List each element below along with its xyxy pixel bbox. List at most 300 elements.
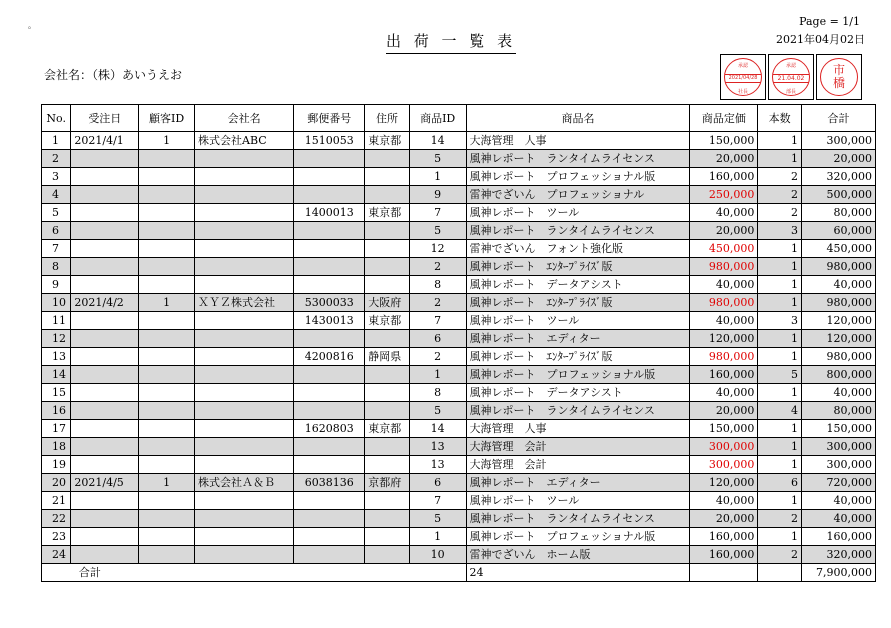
product-id: 2 bbox=[409, 258, 466, 276]
company-name-cell bbox=[195, 186, 294, 204]
company-name-cell bbox=[195, 258, 294, 276]
row-no: 10 bbox=[42, 294, 71, 312]
order-date: 2021/4/1 bbox=[71, 132, 139, 150]
row-no: 20 bbox=[42, 474, 71, 492]
address bbox=[365, 546, 410, 564]
table-row bbox=[42, 276, 876, 294]
product-name: 風神レポート プロフェッショナル版 bbox=[466, 528, 690, 546]
unit-price: 980,000 bbox=[690, 294, 758, 312]
line-total: 800,000 bbox=[801, 366, 875, 384]
address bbox=[365, 456, 410, 474]
row-no: 4 bbox=[42, 186, 71, 204]
product-id: 7 bbox=[409, 312, 466, 330]
footer-empty bbox=[690, 564, 758, 582]
customer-id bbox=[139, 546, 195, 564]
quantity: 1 bbox=[758, 276, 802, 294]
company-name-cell bbox=[195, 528, 294, 546]
quantity: 5 bbox=[758, 366, 802, 384]
line-total: 980,000 bbox=[801, 258, 875, 276]
postal-code bbox=[294, 510, 365, 528]
table-row bbox=[42, 438, 876, 456]
order-date bbox=[71, 240, 139, 258]
order-date bbox=[71, 168, 139, 186]
unit-price: 160,000 bbox=[690, 528, 758, 546]
report-date: 2021年04月02日 bbox=[776, 33, 865, 46]
line-total: 150,000 bbox=[801, 420, 875, 438]
postal-code bbox=[294, 456, 365, 474]
postal-code bbox=[294, 168, 365, 186]
quantity: 1 bbox=[758, 240, 802, 258]
line-total: 120,000 bbox=[801, 330, 875, 348]
table-row bbox=[42, 456, 876, 474]
company-name-cell: 株式会社ABC bbox=[195, 132, 294, 150]
line-total: 320,000 bbox=[801, 168, 875, 186]
company-name-cell bbox=[195, 204, 294, 222]
postal-code bbox=[294, 528, 365, 546]
postal-code: 5300033 bbox=[294, 294, 365, 312]
quantity: 2 bbox=[758, 510, 802, 528]
table-row bbox=[42, 240, 876, 258]
line-total: 160,000 bbox=[801, 528, 875, 546]
footer-empty bbox=[758, 564, 802, 582]
col-header: 郵便番号 bbox=[294, 105, 365, 132]
address bbox=[365, 384, 410, 402]
line-total: 40,000 bbox=[801, 276, 875, 294]
order-date bbox=[71, 438, 139, 456]
unit-price: 150,000 bbox=[690, 420, 758, 438]
company-name-cell: 株式会社Ａ＆Ｂ bbox=[195, 474, 294, 492]
postal-code bbox=[294, 330, 365, 348]
page-number: Page = 1/1 bbox=[799, 15, 860, 28]
product-name: 大海管理 会計 bbox=[466, 456, 690, 474]
product-name: 風神レポート エディター bbox=[466, 474, 690, 492]
order-date bbox=[71, 528, 139, 546]
postal-code bbox=[294, 402, 365, 420]
postal-code bbox=[294, 276, 365, 294]
col-header: 商品定価 bbox=[690, 105, 758, 132]
product-id: 14 bbox=[409, 132, 466, 150]
order-date bbox=[71, 456, 139, 474]
order-date bbox=[71, 222, 139, 240]
product-name: 風神レポート ツール bbox=[466, 312, 690, 330]
postal-code bbox=[294, 150, 365, 168]
customer-id bbox=[139, 528, 195, 546]
product-name: 風神レポート ツール bbox=[466, 204, 690, 222]
postal-code bbox=[294, 258, 365, 276]
postal-code: 1400013 bbox=[294, 204, 365, 222]
postal-code bbox=[294, 186, 365, 204]
table-row bbox=[42, 186, 876, 204]
table-row bbox=[42, 474, 876, 492]
product-name: 大海管理 人事 bbox=[466, 132, 690, 150]
order-date bbox=[71, 402, 139, 420]
unit-price: 40,000 bbox=[690, 204, 758, 222]
table-row bbox=[42, 528, 876, 546]
company-name-cell bbox=[195, 438, 294, 456]
postal-code bbox=[294, 438, 365, 456]
postal-code: 4200816 bbox=[294, 348, 365, 366]
quantity: 3 bbox=[758, 312, 802, 330]
postal-code bbox=[294, 240, 365, 258]
address bbox=[365, 510, 410, 528]
order-date bbox=[71, 150, 139, 168]
product-id: 5 bbox=[409, 510, 466, 528]
line-total: 500,000 bbox=[801, 186, 875, 204]
address bbox=[365, 150, 410, 168]
postal-code bbox=[294, 546, 365, 564]
col-header: 顧客ID bbox=[139, 105, 195, 132]
row-no: 8 bbox=[42, 258, 71, 276]
customer-id bbox=[139, 258, 195, 276]
company-name-cell bbox=[195, 312, 294, 330]
postal-code bbox=[294, 492, 365, 510]
customer-id bbox=[139, 186, 195, 204]
line-total: 980,000 bbox=[801, 294, 875, 312]
table-row bbox=[42, 222, 876, 240]
quantity: 2 bbox=[758, 204, 802, 222]
product-id: 6 bbox=[409, 474, 466, 492]
table-header-row bbox=[42, 105, 876, 132]
unit-price: 40,000 bbox=[690, 384, 758, 402]
table-row bbox=[42, 330, 876, 348]
line-total: 120,000 bbox=[801, 312, 875, 330]
product-name: 風神レポート ランタイムライセンス bbox=[466, 402, 690, 420]
company-name-cell bbox=[195, 456, 294, 474]
line-total: 80,000 bbox=[801, 204, 875, 222]
unit-price: 40,000 bbox=[690, 492, 758, 510]
table-row bbox=[42, 366, 876, 384]
company-name-cell bbox=[195, 168, 294, 186]
address bbox=[365, 168, 410, 186]
address bbox=[365, 330, 410, 348]
company-name-cell bbox=[195, 150, 294, 168]
order-date bbox=[71, 186, 139, 204]
product-id: 13 bbox=[409, 456, 466, 474]
company-name-cell bbox=[195, 420, 294, 438]
order-date bbox=[71, 546, 139, 564]
line-total: 720,000 bbox=[801, 474, 875, 492]
col-header: No. bbox=[42, 105, 71, 132]
order-date bbox=[71, 366, 139, 384]
product-name: 風神レポート ランタイムライセンス bbox=[466, 150, 690, 168]
company-name-cell bbox=[195, 276, 294, 294]
address: 大阪府 bbox=[365, 294, 410, 312]
address: 静岡県 bbox=[365, 348, 410, 366]
customer-id bbox=[139, 402, 195, 420]
table-row bbox=[42, 546, 876, 564]
stamp-box-president bbox=[720, 54, 766, 100]
row-no: 11 bbox=[42, 312, 71, 330]
postal-code: 1620803 bbox=[294, 420, 365, 438]
name-seal-icon bbox=[820, 58, 858, 96]
row-no: 2 bbox=[42, 150, 71, 168]
product-id: 13 bbox=[409, 438, 466, 456]
address: 東京都 bbox=[365, 420, 410, 438]
col-header: 住所 bbox=[365, 105, 410, 132]
line-total: 300,000 bbox=[801, 456, 875, 474]
company-name-cell bbox=[195, 492, 294, 510]
row-no: 19 bbox=[42, 456, 71, 474]
unit-price: 450,000 bbox=[690, 240, 758, 258]
product-id: 5 bbox=[409, 150, 466, 168]
customer-id bbox=[139, 150, 195, 168]
table-row bbox=[42, 132, 876, 150]
product-name: 風神レポート ｴﾝﾀｰﾌﾟﾗｲｽﾞ版 bbox=[466, 258, 690, 276]
product-name: 雷神でざいん ホーム版 bbox=[466, 546, 690, 564]
seal-bottom-text: 部長 bbox=[785, 89, 796, 95]
col-header: 合計 bbox=[801, 105, 875, 132]
product-name: 風神レポート エディター bbox=[466, 330, 690, 348]
product-name: 雷神でざいん フォント強化版 bbox=[466, 240, 690, 258]
customer-id bbox=[139, 456, 195, 474]
postal-code: 1510053 bbox=[294, 132, 365, 150]
quantity: 1 bbox=[758, 132, 802, 150]
company-name-cell bbox=[195, 330, 294, 348]
line-total: 980,000 bbox=[801, 348, 875, 366]
postal-code bbox=[294, 222, 365, 240]
quantity: 1 bbox=[758, 492, 802, 510]
seal-date-text: 21.04.02 bbox=[773, 74, 809, 83]
customer-id bbox=[139, 240, 195, 258]
customer-id: 1 bbox=[139, 294, 195, 312]
col-header: 本数 bbox=[758, 105, 802, 132]
footer-label: 合計 bbox=[71, 564, 466, 582]
company-name-cell bbox=[195, 240, 294, 258]
row-no: 1 bbox=[42, 132, 71, 150]
order-date: 2021/4/5 bbox=[71, 474, 139, 492]
line-total: 60,000 bbox=[801, 222, 875, 240]
company-name-cell bbox=[195, 366, 294, 384]
quantity: 4 bbox=[758, 402, 802, 420]
order-date bbox=[71, 492, 139, 510]
table-row bbox=[42, 168, 876, 186]
line-total: 300,000 bbox=[801, 438, 875, 456]
customer-id bbox=[139, 420, 195, 438]
product-id: 8 bbox=[409, 276, 466, 294]
unit-price: 160,000 bbox=[690, 168, 758, 186]
product-id: 9 bbox=[409, 186, 466, 204]
footer-count: 24 bbox=[466, 564, 690, 582]
postal-code bbox=[294, 366, 365, 384]
postal-code: 6038136 bbox=[294, 474, 365, 492]
seal-top-text: 承認 bbox=[737, 63, 748, 69]
product-name: 風神レポート データアシスト bbox=[466, 276, 690, 294]
quantity: 1 bbox=[758, 528, 802, 546]
table-row bbox=[42, 204, 876, 222]
stamp-box-staff bbox=[816, 54, 862, 100]
row-no: 6 bbox=[42, 222, 71, 240]
address bbox=[365, 366, 410, 384]
quantity: 1 bbox=[758, 438, 802, 456]
line-total: 40,000 bbox=[801, 492, 875, 510]
unit-price: 160,000 bbox=[690, 366, 758, 384]
company-name: 会社名：（株）あいうえお bbox=[44, 68, 183, 82]
unit-price: 20,000 bbox=[690, 222, 758, 240]
order-date bbox=[71, 384, 139, 402]
product-name: 大海管理 会計 bbox=[466, 438, 690, 456]
address bbox=[365, 258, 410, 276]
footer-grand-total: 7,900,000 bbox=[801, 564, 875, 582]
order-date bbox=[71, 348, 139, 366]
customer-id: 1 bbox=[139, 132, 195, 150]
row-no: 24 bbox=[42, 546, 71, 564]
stamp-box-manager bbox=[768, 54, 814, 100]
product-name: 風神レポート ｴﾝﾀｰﾌﾟﾗｲｽﾞ版 bbox=[466, 348, 690, 366]
company-name-cell bbox=[195, 222, 294, 240]
product-name: 大海管理 人事 bbox=[466, 420, 690, 438]
quantity: 1 bbox=[758, 330, 802, 348]
customer-id bbox=[139, 276, 195, 294]
company-name-cell: ＸＹＺ株式会社 bbox=[195, 294, 294, 312]
product-id: 1 bbox=[409, 528, 466, 546]
corner-mark: 。 bbox=[28, 21, 36, 30]
unit-price: 20,000 bbox=[690, 402, 758, 420]
line-total: 300,000 bbox=[801, 132, 875, 150]
product-id: 12 bbox=[409, 240, 466, 258]
quantity: 2 bbox=[758, 546, 802, 564]
address: 東京都 bbox=[365, 132, 410, 150]
unit-price: 20,000 bbox=[690, 150, 758, 168]
seal-date-text: 2021/04/28 bbox=[725, 74, 761, 83]
customer-id: 1 bbox=[139, 474, 195, 492]
row-no: 21 bbox=[42, 492, 71, 510]
customer-id bbox=[139, 222, 195, 240]
line-total: 40,000 bbox=[801, 384, 875, 402]
quantity: 1 bbox=[758, 150, 802, 168]
product-id: 14 bbox=[409, 420, 466, 438]
company-name-cell bbox=[195, 546, 294, 564]
address: 東京都 bbox=[365, 204, 410, 222]
product-name: 風神レポート ランタイムライセンス bbox=[466, 510, 690, 528]
address bbox=[365, 492, 410, 510]
seal-name-text: 市橋 bbox=[832, 63, 845, 90]
order-date bbox=[71, 330, 139, 348]
customer-id bbox=[139, 168, 195, 186]
row-no: 13 bbox=[42, 348, 71, 366]
row-no: 7 bbox=[42, 240, 71, 258]
address: 東京都 bbox=[365, 312, 410, 330]
unit-price: 300,000 bbox=[690, 438, 758, 456]
table-row bbox=[42, 402, 876, 420]
quantity: 3 bbox=[758, 222, 802, 240]
line-total: 320,000 bbox=[801, 546, 875, 564]
quantity: 1 bbox=[758, 258, 802, 276]
quantity: 6 bbox=[758, 474, 802, 492]
address bbox=[365, 438, 410, 456]
table-row bbox=[42, 312, 876, 330]
row-no: 17 bbox=[42, 420, 71, 438]
order-date bbox=[71, 258, 139, 276]
address bbox=[365, 186, 410, 204]
order-date bbox=[71, 510, 139, 528]
row-no: 5 bbox=[42, 204, 71, 222]
quantity: 1 bbox=[758, 384, 802, 402]
table-row bbox=[42, 384, 876, 402]
product-id: 6 bbox=[409, 330, 466, 348]
unit-price: 250,000 bbox=[690, 186, 758, 204]
row-no: 22 bbox=[42, 510, 71, 528]
approval-seal-icon bbox=[772, 58, 810, 96]
table-row bbox=[42, 510, 876, 528]
row-no: 23 bbox=[42, 528, 71, 546]
customer-id bbox=[139, 438, 195, 456]
product-name: 雷神でざいん プロフェッショナル bbox=[466, 186, 690, 204]
row-no: 16 bbox=[42, 402, 71, 420]
col-header: 会社名 bbox=[195, 105, 294, 132]
company-name-cell bbox=[195, 510, 294, 528]
product-id: 1 bbox=[409, 366, 466, 384]
product-name: 風神レポート プロフェッショナル版 bbox=[466, 168, 690, 186]
footer-empty bbox=[42, 564, 71, 582]
quantity: 2 bbox=[758, 168, 802, 186]
row-no: 15 bbox=[42, 384, 71, 402]
report-title: 出 荷 一 覧 表 bbox=[386, 30, 516, 54]
quantity: 1 bbox=[758, 456, 802, 474]
table-row bbox=[42, 492, 876, 510]
quantity: 1 bbox=[758, 420, 802, 438]
customer-id bbox=[139, 204, 195, 222]
col-header: 商品ID bbox=[409, 105, 466, 132]
row-no: 12 bbox=[42, 330, 71, 348]
unit-price: 40,000 bbox=[690, 276, 758, 294]
address bbox=[365, 276, 410, 294]
product-id: 5 bbox=[409, 222, 466, 240]
product-name: 風神レポート ランタイムライセンス bbox=[466, 222, 690, 240]
product-name: 風神レポート プロフェッショナル版 bbox=[466, 366, 690, 384]
unit-price: 20,000 bbox=[690, 510, 758, 528]
product-name: 風神レポート ｴﾝﾀｰﾌﾟﾗｲｽﾞ版 bbox=[466, 294, 690, 312]
table-row bbox=[42, 258, 876, 276]
customer-id bbox=[139, 330, 195, 348]
table-row bbox=[42, 348, 876, 366]
postal-code bbox=[294, 384, 365, 402]
product-id: 2 bbox=[409, 348, 466, 366]
line-total: 40,000 bbox=[801, 510, 875, 528]
order-date bbox=[71, 204, 139, 222]
company-name-cell bbox=[195, 384, 294, 402]
order-date: 2021/4/2 bbox=[71, 294, 139, 312]
order-date bbox=[71, 312, 139, 330]
customer-id bbox=[139, 366, 195, 384]
unit-price: 980,000 bbox=[690, 348, 758, 366]
address bbox=[365, 240, 410, 258]
order-date bbox=[71, 276, 139, 294]
product-id: 7 bbox=[409, 492, 466, 510]
product-name: 風神レポート データアシスト bbox=[466, 384, 690, 402]
line-total: 20,000 bbox=[801, 150, 875, 168]
quantity: 1 bbox=[758, 348, 802, 366]
approval-seal-icon bbox=[724, 58, 762, 96]
product-id: 2 bbox=[409, 294, 466, 312]
order-date bbox=[71, 420, 139, 438]
product-id: 5 bbox=[409, 402, 466, 420]
customer-id bbox=[139, 510, 195, 528]
line-total: 450,000 bbox=[801, 240, 875, 258]
quantity: 2 bbox=[758, 186, 802, 204]
seal-bottom-text: 社長 bbox=[737, 89, 748, 95]
table-footer-row bbox=[42, 564, 876, 582]
table-row bbox=[42, 294, 876, 312]
address bbox=[365, 222, 410, 240]
seal-top-text: 承認 bbox=[785, 63, 796, 69]
company-name-cell bbox=[195, 348, 294, 366]
postal-code: 1430013 bbox=[294, 312, 365, 330]
unit-price: 980,000 bbox=[690, 258, 758, 276]
product-id: 10 bbox=[409, 546, 466, 564]
address: 京都府 bbox=[365, 474, 410, 492]
col-header: 商品名 bbox=[466, 105, 690, 132]
col-header: 受注日 bbox=[71, 105, 139, 132]
